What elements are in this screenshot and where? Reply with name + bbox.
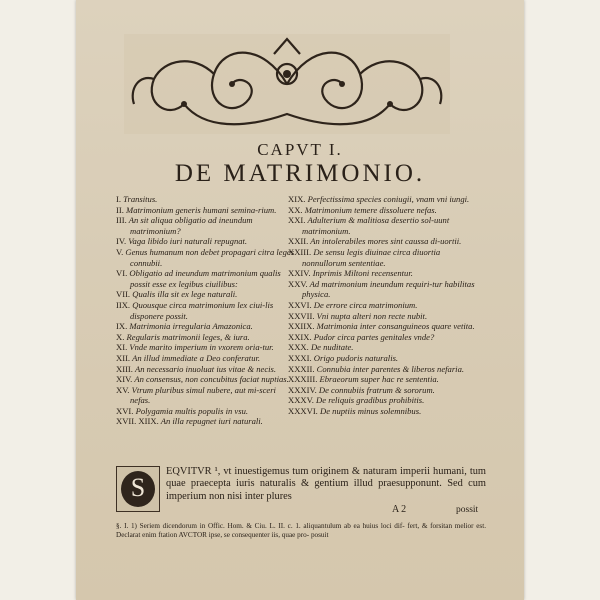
contents-entry-text: Perfectissima species coniugii, vnam vni iungi. [307, 194, 470, 204]
contents-entry-text: Vnde marito imperium in vxorem oria-tur. [129, 342, 274, 353]
contents-entry-text: Genus humanum non debet propagari citra leges connubii. [125, 246, 295, 268]
chapter-title: DE MATRIMONIO. [174, 160, 426, 187]
contents-entry-text: Matrimonium temere dissoluere nefas. [304, 204, 437, 215]
contents-entry-text: Matrimonia inter consanguineos quare vetita. [316, 321, 475, 332]
contents-left-column [116, 194, 296, 427]
contents-entry-number: XXIV. [288, 268, 311, 279]
contents-entry-text: De connubiis fratrum & sororum. [318, 384, 435, 395]
catchword: possit [456, 505, 479, 515]
contents-entry-number: XVII. XIIX. [116, 416, 159, 427]
contents-entry-text: Obligatio ad ineundum matrimonium qualis possit esse ex legibus ciuilibus: [129, 268, 281, 289]
contents-entry [116, 385, 296, 406]
contents-entry-number: X. [116, 331, 125, 342]
contents-entry [116, 406, 296, 417]
contents-entry-number: VII. [116, 289, 131, 300]
contents-entry-number: XXXV. [288, 395, 314, 406]
contents-entry-text: Adulterium & malitiosa desertio sol-uunt matrimonium. [302, 215, 450, 236]
contents-entry-number: XXVII. [288, 310, 315, 321]
contents-entry [116, 300, 296, 321]
contents-entry [116, 321, 296, 332]
contents-entry-number: XXIIX. [288, 321, 315, 332]
contents-entry [116, 268, 296, 289]
contents-entry [288, 406, 484, 417]
contents-entry [116, 342, 296, 353]
contents-entry [288, 300, 484, 311]
contents-entry-number: IX. [116, 321, 128, 332]
contents-entry-number: XVI. [116, 405, 134, 416]
contents-entry-text: De sensu legis diuinae circa diuortia nonnullorum sententiae. [302, 246, 441, 268]
contents-entry-number: XIV. [116, 374, 133, 385]
contents-entry [116, 353, 296, 364]
contents-entry-number: XIII. [116, 363, 133, 374]
contents-entry [288, 268, 484, 279]
contents-entry-text: Ad matrimonium ineundum requiri-tur habilitas physica. [302, 278, 475, 300]
contents-entry-number: XXV. [288, 278, 308, 289]
contents-entry-text: Matrimonium generis humani semina-rium. [126, 204, 277, 215]
contents-entry [288, 374, 484, 385]
contents-entry-number: XXXVI. [288, 405, 318, 416]
contents-entry-text: Vtrum pluribus simul nubere, aut mi-sceri nefas. [130, 384, 276, 406]
contents-entry-number: XXXI. [288, 352, 312, 363]
contents-entry-text: Quousque circa matrimonium lex ciui-lis disponere possit. [130, 299, 274, 321]
contents-entry-number: I. [116, 194, 122, 204]
contents-entry-text: Pudor circa partes genitales vnde? [313, 331, 435, 342]
contents-entry-text: An consensus, non concubitus faciat nuptias. [134, 374, 289, 385]
contents-entry-number: IV. [116, 236, 127, 247]
book-page [76, 0, 524, 600]
contents-entry-number: XXII. [288, 236, 309, 247]
contents-entry [116, 236, 296, 247]
contents-entry [288, 332, 484, 343]
contents-entry-number: XXXIV. [288, 384, 317, 395]
contents-entry-text: Transitus. [123, 194, 158, 204]
contents-entry-text: An illa repugnet iuri naturali. [160, 416, 263, 427]
contents-entry [288, 364, 484, 375]
contents-entry-number: XX. [288, 204, 303, 215]
contents-right-column [288, 194, 484, 416]
contents-entry-number: XXI. [288, 215, 306, 226]
contents-entry-number: XXIX. [288, 331, 312, 342]
contents-entry-number: XXIII. [288, 246, 312, 257]
dropcap-ornament [116, 466, 160, 512]
signature-mark: A 2 [392, 504, 407, 515]
contents-entry [116, 205, 296, 216]
contents-entry [288, 353, 484, 364]
contents-entry-number: VI. [116, 268, 128, 279]
contents-entry [288, 321, 484, 332]
contents-entry [288, 215, 484, 236]
contents-entry-text: Regularis matrimonii leges, & iura. [126, 331, 250, 342]
contents-entry-text: Matrimonia irregularia Amazonica. [129, 321, 253, 332]
contents-entry-number: II. [116, 204, 124, 215]
contents-entry [116, 364, 296, 375]
contents-entry-text: Ebraeorum super hac re sententia. [319, 374, 439, 385]
contents-entry [288, 311, 484, 322]
contents-entry [116, 332, 296, 343]
contents-entry-number: V. [116, 246, 124, 257]
contents-entry-text: An illud immediate a Deo conferatur. [132, 352, 261, 363]
contents-entry-text: De nuptiis minus solemnibus. [320, 405, 422, 416]
contents-entry [116, 247, 296, 268]
contents-entry-number: XXXII. [288, 363, 315, 374]
contents-entry-number: III. [116, 215, 127, 226]
contents-entry-text: Origo pudoris naturalis. [313, 352, 399, 363]
contents-entry-number: XII. [116, 352, 131, 363]
footnote: §. I. 1) Seriem dicendorum in Offic. Hom. & Ciu. L. II. c. 1. aliquantulum ab ea huius loci dif- fert, & forsitan melior est. Declarat enim ftation AVCTOR ipse, se consequenter iis, quae pro- posuit [116, 522, 486, 539]
dropcap-letter: S [130, 473, 146, 502]
contents-entry-text: Vaga libido iuri naturali repugnat. [128, 236, 248, 247]
contents-entry-text: An necessario inuoluat ius vitae & necis. [134, 363, 277, 374]
contents-entry [288, 279, 484, 300]
contents-entry-text: Vni nupta alteri non recte nubit. [316, 310, 428, 321]
contents-entry-text: Qualis illa sit ex lege naturali. [132, 289, 238, 300]
contents-entry-text: De reliquis gradibus prohibitis. [316, 395, 425, 406]
contents-entry [116, 416, 296, 427]
contents-entry [288, 236, 484, 247]
contents-entry-number: XXVI. [288, 299, 312, 310]
contents-entry-text: Connubia inter parentes & liberos nefaria. [316, 363, 465, 374]
contents-entry-text: An sit aliqua obligatio ad ineundum matrimonium? [128, 215, 253, 236]
contents-entry [288, 205, 484, 216]
contents-entry [116, 374, 296, 385]
contents-entry-number: IIX. [116, 299, 131, 310]
ornament-headpiece [124, 34, 450, 134]
contents-entry-text: De errore circa matrimonium. [313, 299, 418, 310]
contents-entry [288, 194, 484, 205]
contents-entry-text: An intolerabiles mores sint caussa di-uortii. [310, 236, 462, 247]
contents-entry [288, 342, 484, 353]
contents-entry [116, 215, 296, 236]
contents-entry-number: XI. [116, 342, 128, 353]
contents-entry [288, 385, 484, 396]
contents-entry [288, 247, 484, 268]
contents-entry [288, 395, 484, 406]
body-paragraph: EQVITVR ¹, vt inuestigemus tum originem & naturam imperii humani, tum quae praecepta iuris naturalis & gentium illud praesupponunt. Sed cum imperium non nisi inter plures [166, 466, 486, 502]
contents-entry-number: XXX. [288, 342, 309, 353]
contents-entry-number: XIX. [288, 194, 306, 204]
contents-entry-text: De nuditate. [310, 342, 354, 353]
contents-entry-text: Polygamia multis populis in vsu. [135, 405, 249, 416]
contents-entry [116, 289, 296, 300]
chapter-number: CAPVT I. [257, 140, 343, 159]
contents-entry-number: XV. [116, 384, 130, 395]
contents-entry-number: XXXIII. [288, 374, 318, 385]
contents-entry [116, 194, 296, 205]
contents-entry-text: Inprimis Miltoni recensentur. [312, 268, 413, 279]
